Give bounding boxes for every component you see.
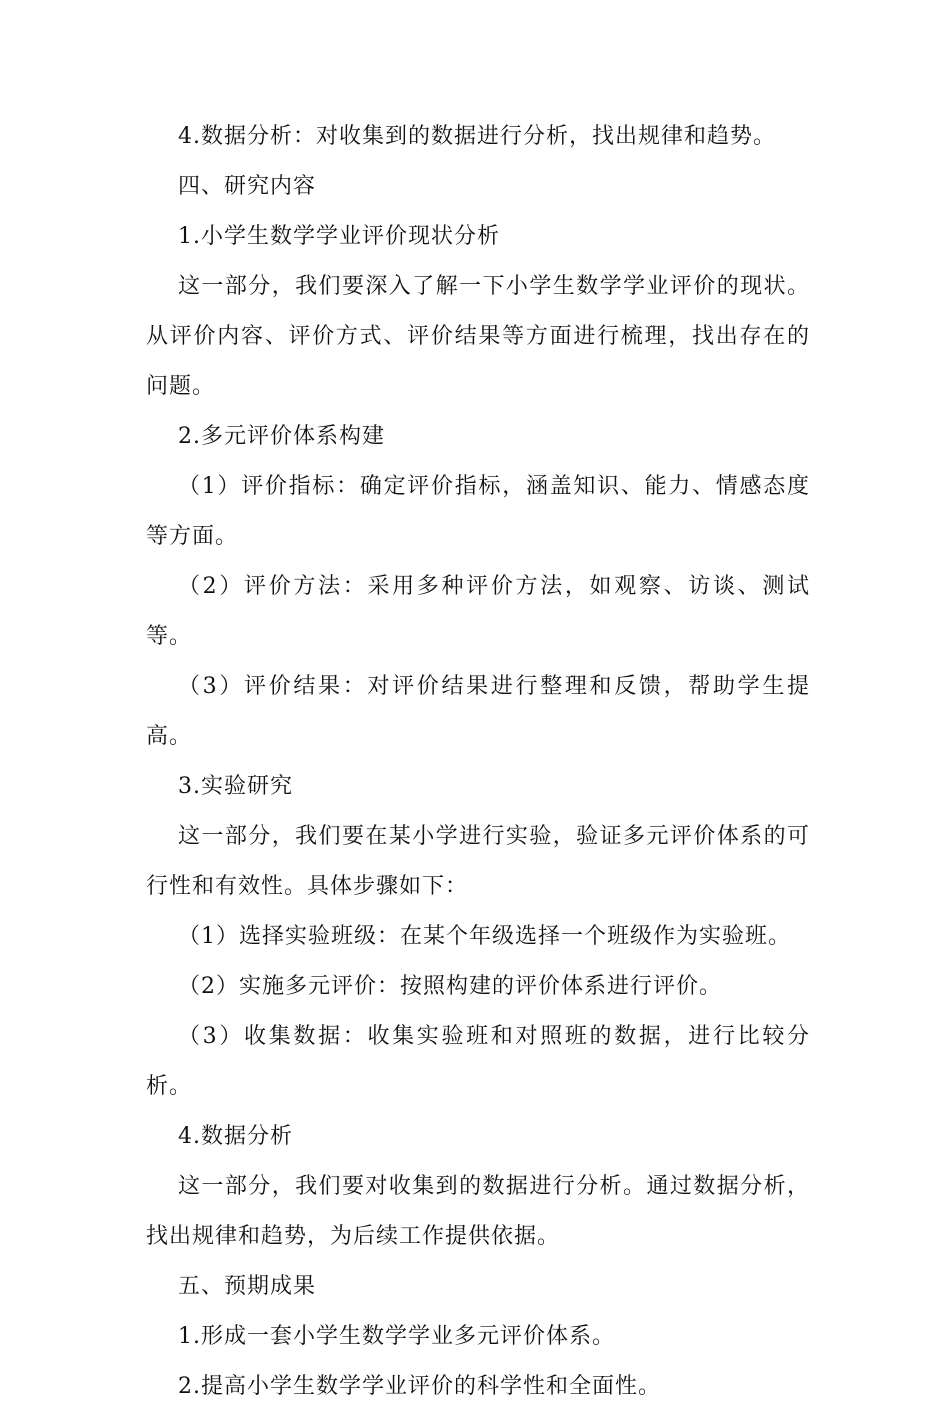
list-item-evaluation-indicators: （1）评价指标：确定评价指标，涵盖知识、能力、情感态度等方面。 bbox=[146, 474, 810, 549]
subheading-experiment: 3.实验研究 bbox=[178, 774, 293, 799]
paragraph-data-analysis: 这一部分，我们要对收集到的数据进行分析。通过数据分析，找出规律和趋势，为后续工作提供依据。 bbox=[146, 1174, 810, 1249]
list-item-evaluation-results: （3）评价结果：对评价结果进行整理和反馈，帮助学生提高。 bbox=[146, 674, 810, 749]
subheading-data-analysis: 4.数据分析 bbox=[178, 1124, 293, 1149]
list-item-result-scientific: 2.提高小学生数学学业评价的科学性和全面性。 bbox=[178, 1374, 661, 1399]
subheading-evaluation-status: 1.小学生数学学业评价现状分析 bbox=[178, 224, 500, 249]
list-item-evaluation-methods: （2）评价方法：采用多种评价方法，如观察、访谈、测试等。 bbox=[146, 574, 810, 649]
paragraph-data-analysis-step: 4.数据分析：对收集到的数据进行分析，找出规律和趋势。 bbox=[178, 124, 776, 149]
section-heading-expected-results: 五、预期成果 bbox=[178, 1274, 317, 1299]
document-body bbox=[146, 112, 810, 1412]
subheading-system-construction: 2.多元评价体系构建 bbox=[178, 424, 385, 449]
list-item-collect-data: （3）收集数据：收集实验班和对照班的数据，进行比较分析。 bbox=[146, 1024, 810, 1099]
paragraph-experiment: 这一部分，我们要在某小学进行实验，验证多元评价体系的可行性和有效性。具体步骤如下： bbox=[146, 824, 810, 899]
list-item-implement-evaluation: （2）实施多元评价：按照构建的评价体系进行评价。 bbox=[178, 974, 722, 999]
list-item-select-class: （1）选择实验班级：在某个年级选择一个班级作为实验班。 bbox=[178, 924, 791, 949]
section-heading-research-content: 四、研究内容 bbox=[178, 174, 317, 199]
paragraph-evaluation-status: 这一部分，我们要深入了解一下小学生数学学业评价的现状。从评价内容、评价方式、评价结果等方面进行梳理，找出存在的问题。 bbox=[146, 274, 810, 399]
list-item-result-system: 1.形成一套小学生数学学业多元评价体系。 bbox=[178, 1324, 615, 1349]
